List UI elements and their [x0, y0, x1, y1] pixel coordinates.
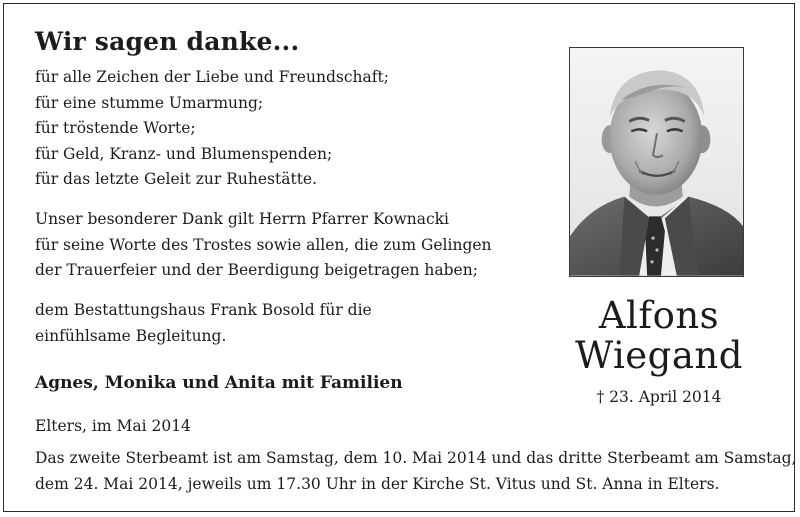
funeral-home-line: einfühlsame Begleitung.	[35, 326, 227, 345]
death-date: † 23. April 2014	[596, 388, 722, 406]
special-thanks-line: der Trauerfeier und der Beerdigung beigetragen haben;	[35, 261, 478, 279]
portrait-photo	[569, 47, 744, 277]
special-thanks-paragraph	[35, 207, 492, 284]
thanks-line: für eine stumme Umarmung;	[35, 93, 264, 112]
heading: Wir sagen danke...	[35, 27, 300, 56]
special-thanks-line: für seine Worte des Trostes sowie allen, die zum Gelingen	[35, 235, 492, 254]
obituary-card	[3, 3, 795, 512]
mass-notice-line: Das zweite Sterbeamt ist am Samstag, dem 10. Mai 2014 und das dritte Sterbeamt am Samstag,	[35, 449, 797, 467]
mass-notice-line: dem 24. Mai 2014, jeweils um 17.30 Uhr in der Kirche St. Vitus und St. Anna in Elters.	[35, 474, 720, 493]
funeral-home-paragraph	[35, 298, 372, 349]
thanks-line: für Geld, Kranz- und Blumenspenden;	[35, 144, 333, 163]
thanks-line: für das letzte Geleit zur Ruhestätte.	[35, 170, 318, 188]
mass-notice	[35, 446, 796, 497]
thanks-list	[35, 65, 389, 193]
thanks-line: für alle Zeichen der Liebe und Freundschaft;	[35, 68, 389, 86]
portrait-illustration	[570, 48, 743, 276]
signers: Agnes, Monika und Anita mit Familien	[35, 373, 403, 393]
deceased-first-name: Alfons	[598, 294, 720, 337]
thanks-line: für tröstende Worte;	[35, 119, 196, 137]
place-date: Elters, im Mai 2014	[35, 417, 191, 435]
funeral-home-line: dem Bestattungshaus Frank Bosold für die	[35, 301, 372, 319]
special-thanks-line: Unser besonderer Dank gilt Herrn Pfarrer Kownacki	[35, 210, 450, 228]
deceased-last-name: Wiegand	[575, 334, 743, 377]
